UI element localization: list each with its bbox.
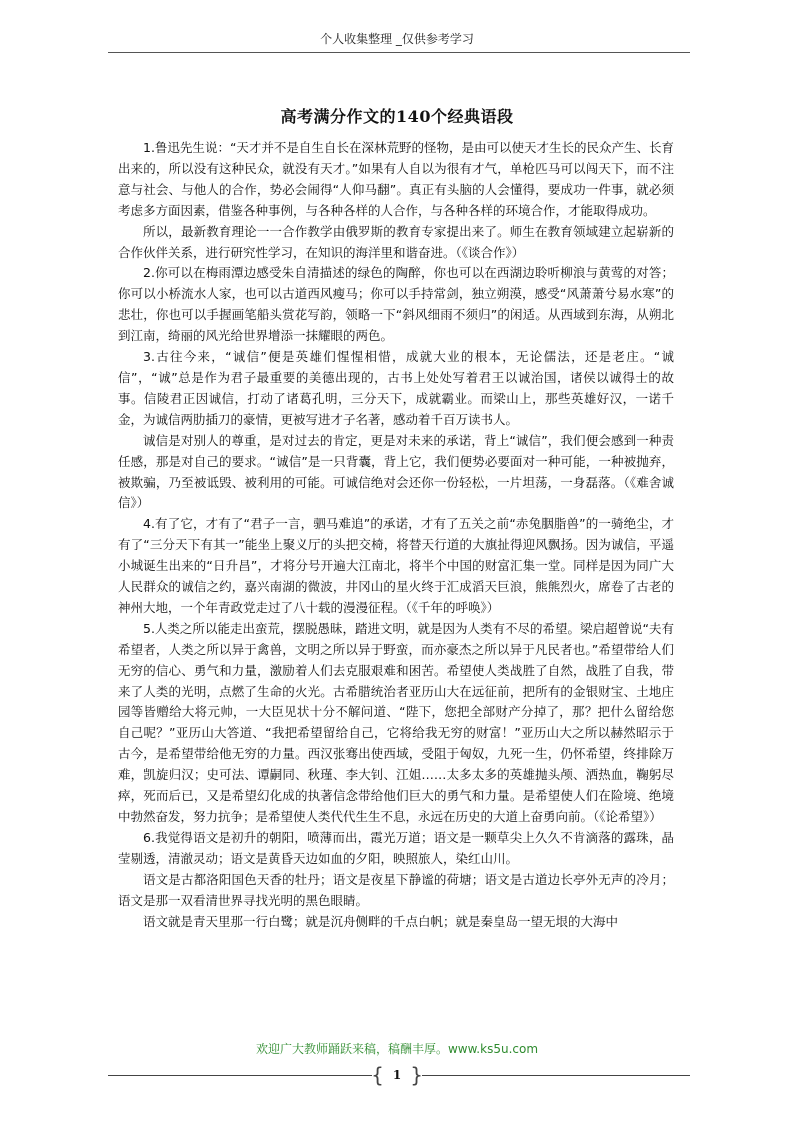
footer-note: 欢迎广大教师踊跃来稿，稿酬丰厚。www.ks5u.com [255,1042,539,1056]
paragraph: 6.我觉得语文是初升的朝阳，喷薄而出，霞光万道；语文是一颗草尖上久久不肯滴落的露珠，晶莹剔透，清澈灵动；语文是黄昏天边如血的夕阳，映照旅人，染红山川。 [118,829,674,866]
paragraph: 5.人类之所以能走出蛮荒，摆脱愚昧，踏进文明，就是因为人类有不尽的希望。梁启超曾说“夫有希望者，人类之所以异于禽兽，文明之所以异于野蛮，而亦豪杰之所以异于凡民者也。”希望带给人们无穷的信心、勇气和力量，激励着人们去克服艰难和困苦。希望使人类战胜了自然，战胜了自我，带来了人类的光明，点燃了生命的火光。古希腊统治者亚历山大在远征前，把所有的金银财宝、土地庄园等皆赠给大将元帅，一大臣见状十分不解问道、“陛下，您把全部财产分掉了，那？把什么留给您自己呢？”亚历山大答道、“我把希望留给自己，它将给我无穷的财富！”亚历山大之所以赫然昭示于古今，是希望带给他无穷的力量。西汉张骞出使西域，受阻于匈奴，九死一生，仍怀希望，终排除万难，凯旋归汉；史可法、谭嗣同、秋瑾、李大钊、江姐……太多太多的英雄抛头颅、洒热血，鞠躬尽瘁，死而后已，又是希望幻化成的执著信念带给他们巨大的勇气和力量。是希望使人们在险境、绝境中勃然奋发，努力抗争；是希望使人类代代生生不息，永远在历史的大道上奋勇向前。（《论希望》） [118,620,674,824]
document-body [118,138,674,932]
page-number-box [372,1062,422,1088]
page-number: 1 [392,1068,402,1082]
right-brace-icon: } [410,1063,423,1087]
header-divider [108,52,690,53]
paragraph: 语文就是青天里那一行白鹭；就是沉舟侧畔的千点白帆；就是秦皇岛一望无垠的大海中 [143,913,619,929]
page-header-note: 个人收集整理 _仅供参考学习 [320,32,474,46]
document-title: 高考满分作文的140个经典语段 [280,107,514,126]
paragraph: 1.鲁迅先生说：“天才并不是自生自长在深林荒野的怪物，是由可以使天才生长的民众产生、长育出来的，所以没有这种民众，就没有天才。”如果有人自以为很有才气，单枪匹马可以闯天下，而不注意与社会、与他人的合作，势必会闹得“人仰马翻”。真正有头脑的人会懂得，要成功一件事，就必须考虑多方面因素，借鉴各种事例，与各种各样的人合作，与各种各样的环境合作，才能取得成功。 [118,140,674,218]
paragraph: 3.古往今来，“诚信”便是英雄们惺惺相惜，成就大业的根本，无论儒法，还是老庄。“诚信”，“诚”总是作为君子最重要的美德出现的，古书上处处写着君王以诚治国，诸侯以诚得士的故事。信陵君正因诚信，打动了诸葛孔明，三分天下，成就霸业。而梁山上，那些英雄好汉，一诺千金，为诚信两肋插刀的豪情，更被写进才子名著，感动着千百万读书人。 [118,349,674,427]
left-brace-icon: { [371,1063,384,1087]
paragraph: 4.有了它，才有了“君子一言，驷马难追”的承诺，才有了五关之前“赤兔胭脂兽”的一骑绝尘，才有了“三分天下有其一”能坐上聚义厅的头把交椅，将替天行道的大旗扯得迎风飘扬。因为诚信，平遥小城诞生出来的“日升昌”，才将分号开遍大江南北，将半个中国的财富汇集一堂。同样是因为同广大人民群众的诚信之约，嘉兴南湖的微波，井冈山的星火终于汇成滔天巨浪，熊熊烈火，席卷了古老的神州大地，一个年青政党走过了八十载的漫漫征程。（《千年的呼唤》） [118,516,674,615]
paragraph: 2.你可以在梅雨潭边感受朱自清描述的绿色的陶醉，你也可以在西湖边聆听柳浪与黄莺的对答；你可以小桥流水人家，也可以古道西风瘦马；你可以手持常剑，独立朔漠，感受“风萧萧兮易水寒”的悲壮，你也可以手握画笔船头赏花写韵，领略一下“斜风细雨不须归”的闲适。从西域到东海，从朔北到江南，绮丽的风光给世界增添一抹耀眼的两色。 [118,265,674,344]
paragraph: 所以，最新教育理论一一合作教学由俄罗斯的教育专家提出来了。师生在教育领域建立起崭新的合作伙伴关系，进行研究性学习，在知识的海洋里和谐奋进。（《谈合作》） [118,223,674,260]
paragraph: 语文是古都洛阳国色天香的牡丹；语文是夜星下静谧的荷塘；语文是古道边长亭外无声的冷月；语文是那一双看清世界寻找光明的黑色眼睛。 [118,871,674,908]
paragraph: 诚信是对别人的尊重，是对过去的肯定，更是对未来的承诺，背上“诚信”，我们便会感到一种责任感，那是对自己的要求。“诚信”是一只背囊，背上它，我们便势必要面对一种可能，一种被抛弃，被欺骗，乃至被诋毁、被利用的可能。可诚信绝对会还你一份轻松，一片坦荡，一身磊落。（《难舍诚信》） [118,432,674,511]
